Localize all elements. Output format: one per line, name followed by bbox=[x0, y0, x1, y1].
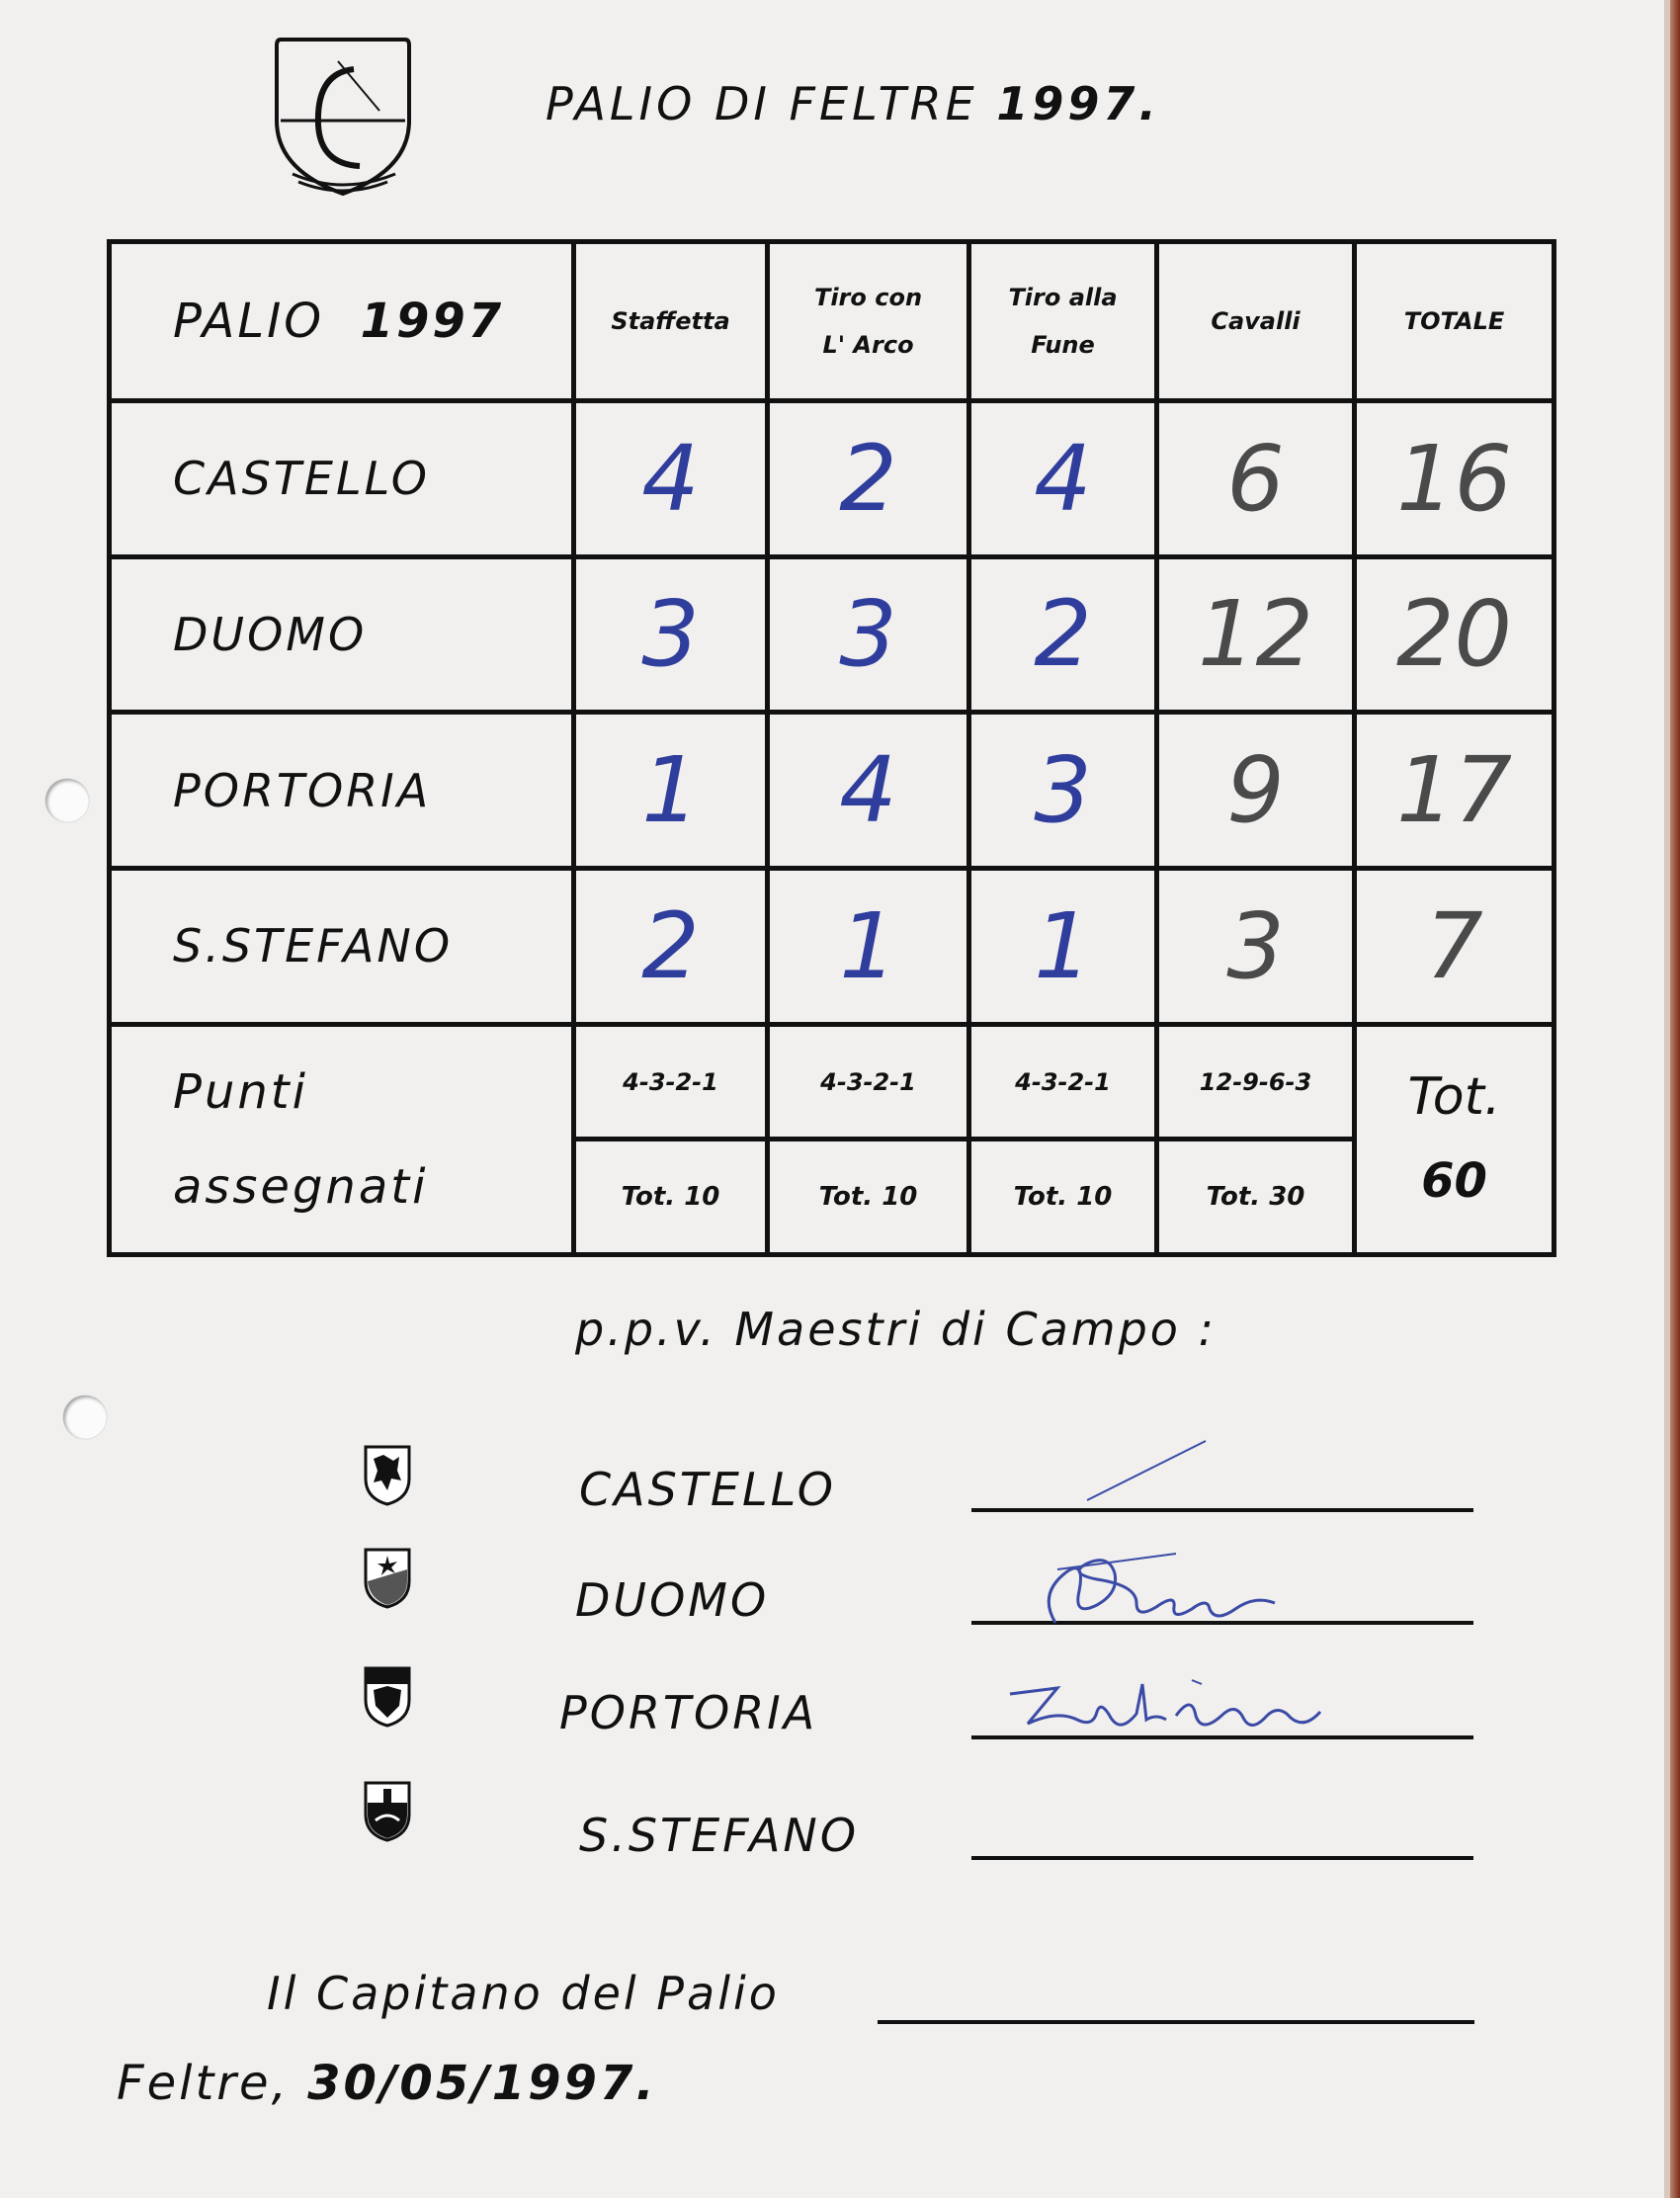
score-cell: 3 bbox=[969, 713, 1157, 869]
signature-duomo-scribble bbox=[1028, 1534, 1285, 1643]
signature-name: DUOMO bbox=[575, 1573, 770, 1627]
castello-crest-icon bbox=[364, 1445, 411, 1506]
score-cell: 4 bbox=[768, 713, 969, 869]
total-cell: 20 bbox=[1355, 556, 1554, 713]
points-scheme: 12-9-6-3 bbox=[1157, 1024, 1355, 1140]
date: 30/05/1997. bbox=[307, 2056, 657, 2111]
signature-name: PORTORIA bbox=[559, 1686, 818, 1739]
score-cell: 3 bbox=[1157, 869, 1355, 1025]
place: Feltre, bbox=[117, 2056, 290, 2111]
score-cell: 4 bbox=[574, 400, 768, 556]
signature-name: S.STEFANO bbox=[579, 1809, 860, 1862]
points-scheme: 4-3-2-1 bbox=[768, 1024, 969, 1140]
signature-line bbox=[971, 1508, 1473, 1512]
score-cell: 4 bbox=[969, 400, 1157, 556]
score-cell: 2 bbox=[969, 556, 1157, 713]
signature-row-stefano bbox=[0, 1777, 1680, 1866]
capitano-label: Il Capitano del Palio bbox=[267, 1967, 780, 2020]
total-cell: 7 bbox=[1355, 869, 1554, 1025]
points-scheme: 4-3-2-1 bbox=[969, 1024, 1157, 1140]
capitano-signature-line bbox=[878, 2020, 1474, 2024]
punti-assegnati-label: Punti assegnati bbox=[110, 1024, 574, 1254]
score-cell: 2 bbox=[768, 400, 969, 556]
signature-stroke bbox=[1048, 1437, 1216, 1506]
score-cell: 1 bbox=[969, 869, 1157, 1025]
maestri-heading: p.p.v. Maestri di Campo : bbox=[575, 1303, 1218, 1356]
score-cell: 6 bbox=[1157, 400, 1355, 556]
column-total: Tot. 10 bbox=[969, 1140, 1157, 1255]
punch-hole-icon bbox=[45, 779, 89, 822]
signature-name: CASTELLO bbox=[579, 1463, 836, 1516]
column-total: Tot. 10 bbox=[574, 1140, 768, 1255]
score-cell: 9 bbox=[1157, 713, 1355, 869]
portoria-crest-icon bbox=[364, 1666, 411, 1728]
signature-row-castello bbox=[0, 1443, 1680, 1532]
table-corner-label: PALIO 1997 bbox=[110, 242, 574, 401]
score-cell: 2 bbox=[574, 869, 768, 1025]
col-header-cavalli: Cavalli bbox=[1157, 242, 1355, 401]
col-header-staffetta: Staffetta bbox=[574, 242, 768, 401]
table-row bbox=[110, 869, 1554, 1025]
col-header-tiro-arco: Tiro con L' Arco bbox=[768, 242, 969, 401]
score-cell: 12 bbox=[1157, 556, 1355, 713]
signature-row-duomo bbox=[0, 1548, 1680, 1637]
score-cell: 1 bbox=[574, 713, 768, 869]
row-name: CASTELLO bbox=[110, 400, 574, 556]
points-row bbox=[110, 1024, 1554, 1140]
duomo-crest-icon bbox=[364, 1548, 411, 1609]
column-total: Tot. 30 bbox=[1157, 1140, 1355, 1255]
score-table bbox=[107, 239, 1556, 1257]
total-cell: 17 bbox=[1355, 713, 1554, 869]
punch-hole-icon bbox=[63, 1395, 107, 1439]
signature-portoria-scribble bbox=[998, 1654, 1334, 1753]
score-cell: 3 bbox=[768, 556, 969, 713]
row-name: PORTORIA bbox=[110, 713, 574, 869]
place-date bbox=[117, 2056, 657, 2111]
column-total: Tot. 10 bbox=[768, 1140, 969, 1255]
total-cell: 16 bbox=[1355, 400, 1554, 556]
document-title bbox=[546, 77, 1160, 130]
score-cell: 1 bbox=[768, 869, 969, 1025]
col-header-totale: TOTALE bbox=[1355, 242, 1554, 401]
signature-row-portoria bbox=[0, 1660, 1680, 1749]
table-row bbox=[110, 556, 1554, 713]
row-name: S.STEFANO bbox=[110, 869, 574, 1025]
table-row bbox=[110, 713, 1554, 869]
row-name: DUOMO bbox=[110, 556, 574, 713]
col-header-tiro-fune: Tiro alla Fune bbox=[969, 242, 1157, 401]
points-scheme: 4-3-2-1 bbox=[574, 1024, 768, 1140]
stefano-crest-icon bbox=[364, 1781, 411, 1842]
title-year: 1997. bbox=[996, 77, 1160, 130]
table-header-row bbox=[110, 242, 1554, 401]
title-text: PALIO DI FELTRE bbox=[546, 77, 978, 130]
signature-line bbox=[971, 1856, 1473, 1860]
table-row bbox=[110, 400, 1554, 556]
palio-logo-icon bbox=[269, 30, 417, 200]
paper-edge bbox=[1670, 0, 1680, 2198]
grand-total: Tot. 60 bbox=[1355, 1024, 1554, 1254]
score-cell: 3 bbox=[574, 556, 768, 713]
